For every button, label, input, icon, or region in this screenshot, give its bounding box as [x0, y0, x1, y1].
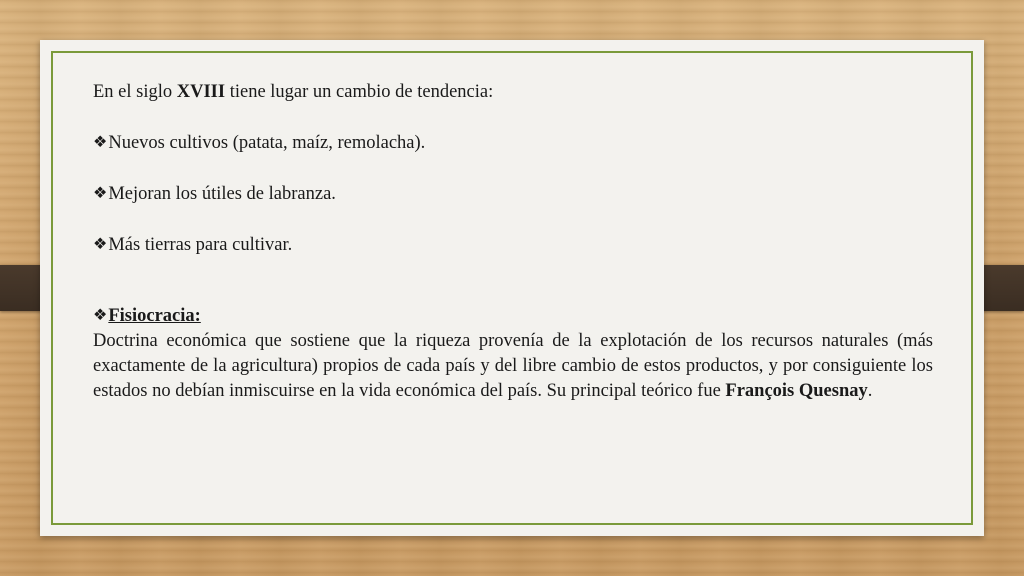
diamond-bullet-icon: ❖: [93, 236, 108, 253]
slide-content: [93, 80, 933, 404]
diamond-bullet-icon: ❖: [93, 134, 108, 151]
fisiocracia-paragraph: [93, 329, 933, 404]
intro-line: [93, 80, 933, 105]
fisiocracia-end: .: [867, 381, 873, 401]
diamond-bullet-icon: ❖: [93, 307, 108, 324]
bullet-item: [93, 182, 933, 207]
intro-prefix: En el siglo: [93, 82, 177, 102]
bullet-item: [93, 233, 933, 258]
bullet-text: Mejoran los útiles de labranza.: [108, 184, 336, 204]
slide-card: [40, 40, 984, 536]
bullet-text: Nuevos cultivos (patata, maíz, remolacha).: [108, 133, 426, 153]
fisiocracia-heading-line: [93, 304, 933, 329]
fisiocracia-heading: Fisiocracia:: [108, 306, 201, 326]
bullet-text: Más tierras para cultivar.: [108, 235, 293, 255]
bullet-item: [93, 131, 933, 156]
intro-suffix: tiene lugar un cambio de tendencia:: [225, 82, 494, 102]
intro-century: XVIII: [176, 82, 226, 102]
fisiocracia-body: Doctrina económica que sostiene que la riqueza provenía de la explotación de los recursos naturales (más exactamente de la agricultura) propios de cada país y del libre cambio de estos productos, y por consiguiente los estados no debían inmiscuirse en la vida económica del país. Su principal teórico fue: [93, 331, 933, 401]
diamond-bullet-icon: ❖: [93, 185, 108, 202]
fisiocracia-author: François Quesnay: [725, 381, 868, 401]
